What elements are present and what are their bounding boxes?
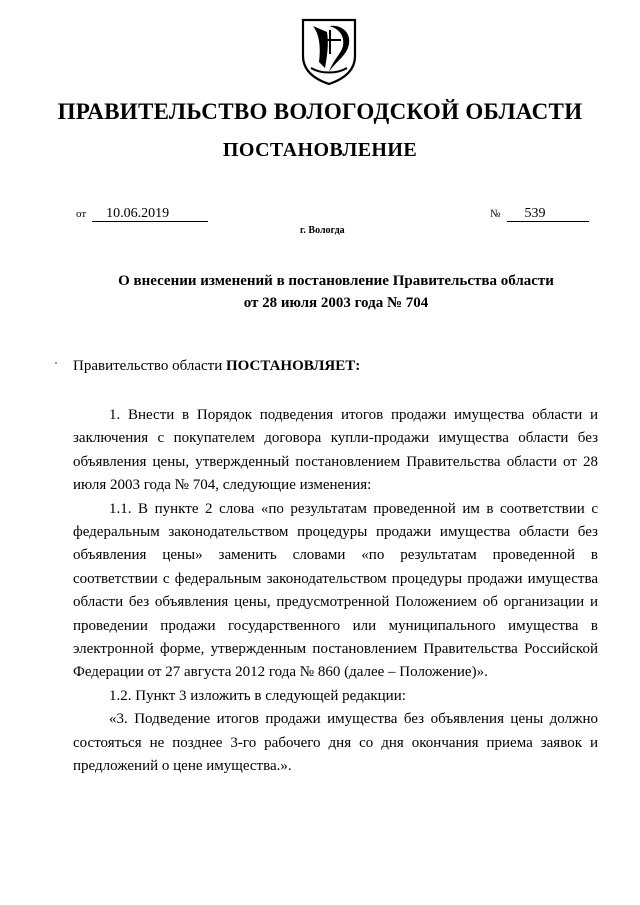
preamble-resolution-word: ПОСТАНОВЛЯЕТ:	[225, 358, 361, 374]
city-name: г. Вологда	[300, 225, 345, 236]
paragraph-1-1: 1.1. В пункте 2 слова «по результатам проведенной им в соответствии с федеральным законодательством процедуры продажи имущества области без объявления цены» заменить словами «по результатам проведенной в соответствии с федеральным законодательством процедуры продажи имущества области без объявления цены, предусмотренной Положением об организации и проведении продажи государственного или муниципального имущества в электронной форме, утвержденным постановлением Правительства Российской Федерации от 27 августа 2012 года № 860 (далее – Положение)».	[73, 500, 598, 681]
document-subject	[0, 270, 640, 314]
date-label: от	[76, 208, 87, 220]
vologda-coat-of-arms-icon	[299, 16, 359, 86]
paragraph-1: 1. Внести в Порядок подведения итогов продажи имущества области и заключения с покупателем договора купли-продажи имущества области без объявления цены, утвержденный постановлением Правительства области от 28 июля 2003 года № 704, следующие изменения:	[73, 407, 598, 494]
document-body	[73, 404, 598, 779]
number-field	[490, 206, 589, 222]
date-value: 10.06.2019	[92, 206, 208, 222]
document-type: ПОСТАНОВЛЕНИЕ	[222, 139, 418, 161]
subject-line-1: О внесении изменений в постановление Правительства области	[118, 273, 554, 289]
subject-line-2: от 28 июля 2003 года № 704	[243, 295, 429, 311]
paragraph-quote-3: «3. Подведение итогов продажи имущества без объявления цены должно состояться не позднее 3-го рабочего дня со дня окончания приема заявок и предложений о цене имущества.».	[73, 711, 598, 775]
preamble	[73, 358, 360, 375]
number-label: №	[490, 208, 501, 220]
preamble-text: Правительство области	[73, 358, 226, 374]
scan-speck	[55, 362, 57, 364]
government-title: ПРАВИТЕЛЬСТВО ВОЛОГОДСКОЙ ОБЛАСТИ	[57, 99, 583, 124]
number-value: 539	[507, 206, 589, 222]
date-field	[76, 206, 208, 222]
paragraph-1-2: 1.2. Пункт 3 изложить в следующей редакции:	[109, 687, 406, 704]
coat-of-arms-emblem	[299, 16, 359, 86]
